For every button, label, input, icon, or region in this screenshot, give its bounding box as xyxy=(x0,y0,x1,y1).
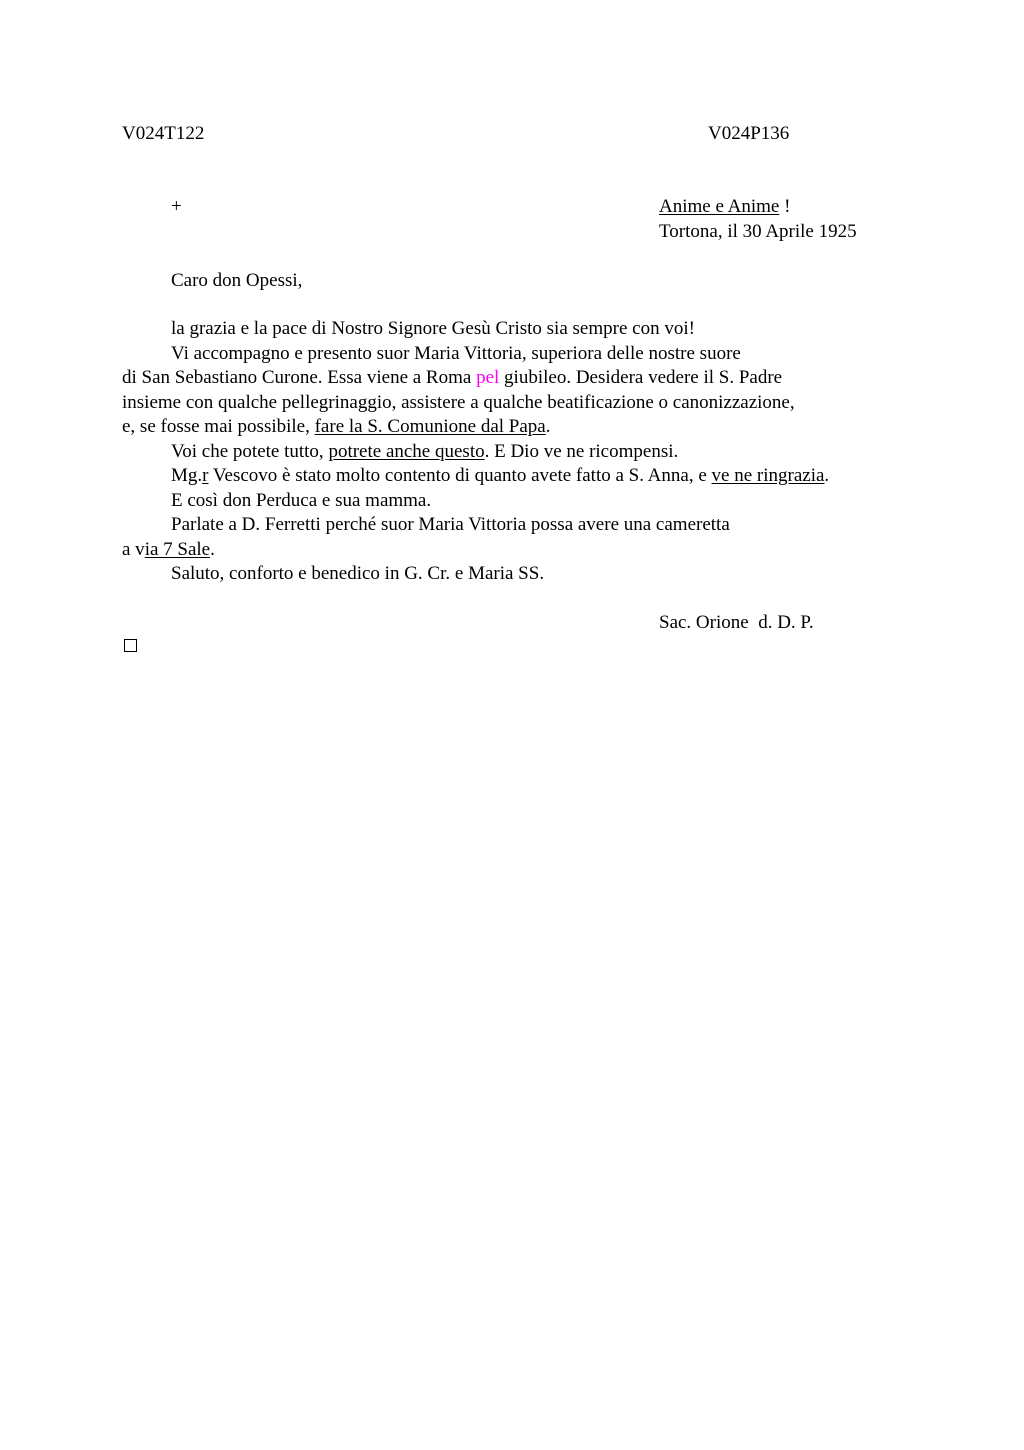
underlined-phrase: potrete anche questo xyxy=(328,441,485,462)
underlined-phrase: ve ne ringrazia xyxy=(711,465,825,486)
body-line-5-start: e, se fosse mai possibile, xyxy=(122,416,315,437)
body-line-11: Saluto, conforto e benedico in G. Cr. e Maria SS. xyxy=(171,563,545,584)
motto-text: Anime e Anime xyxy=(659,196,780,217)
cross-mark: + xyxy=(171,196,182,217)
document-code-right: V024P136 xyxy=(708,123,790,144)
signature: Sac. Orione d. D. P. xyxy=(659,612,814,633)
highlighted-word: pel xyxy=(476,367,500,388)
salutation: Caro don Opessi, xyxy=(171,270,303,291)
body-line-7-start: Mg. xyxy=(171,465,203,486)
body-line-3-end: giubileo. Desidera vedere il S. Padre xyxy=(499,367,783,388)
body-line-9: Parlate a D. Ferretti perché suor Maria Vittoria possa avere una cameretta xyxy=(171,514,730,535)
body-line-3 xyxy=(122,366,782,390)
body-line-1: la grazia e la pace di Nostro Signore Gesù Cristo sia sempre con voi! xyxy=(171,318,695,339)
body-line-7-end: . xyxy=(824,465,830,486)
body-line-7-middle: Vescovo è stato molto contento di quanto avete fatto a S. Anna, e xyxy=(208,465,712,486)
body-line-7 xyxy=(171,464,829,488)
body-line-3-start: di San Sebastiano Curone. Essa viene a Roma xyxy=(122,367,477,388)
place-date: Tortona, il 30 Aprile 1925 xyxy=(659,221,857,242)
motto xyxy=(659,195,790,219)
body-line-6-end: . E Dio ve ne ricompensi. xyxy=(484,441,679,462)
body-line-6-start: Voi che potete tutto, xyxy=(171,441,329,462)
motto-punct: ! xyxy=(779,196,791,217)
underlined-phrase: ia 7 Sale xyxy=(144,539,211,560)
body-line-5 xyxy=(122,415,550,439)
document-code-left: V024T122 xyxy=(122,123,205,144)
body-line-6 xyxy=(171,440,678,464)
body-line-8: E così don Perduca e sua mamma. xyxy=(171,490,432,511)
body-line-2: Vi accompagno e presento suor Maria Vittoria, superiora delle nostre suore xyxy=(171,343,741,364)
underlined-phrase: fare la S. Comunione dal Papa xyxy=(314,416,546,437)
end-of-document-box-icon xyxy=(124,639,137,652)
body-line-10 xyxy=(122,538,215,562)
body-line-4: insieme con qualche pellegrinaggio, assistere a qualche beatificazione o canonizzazione, xyxy=(122,392,795,413)
underlined-letter: r xyxy=(202,465,209,486)
body-line-5-end: . xyxy=(545,416,551,437)
body-line-10-start: a v xyxy=(122,539,145,560)
body-line-10-end: . xyxy=(210,539,215,560)
